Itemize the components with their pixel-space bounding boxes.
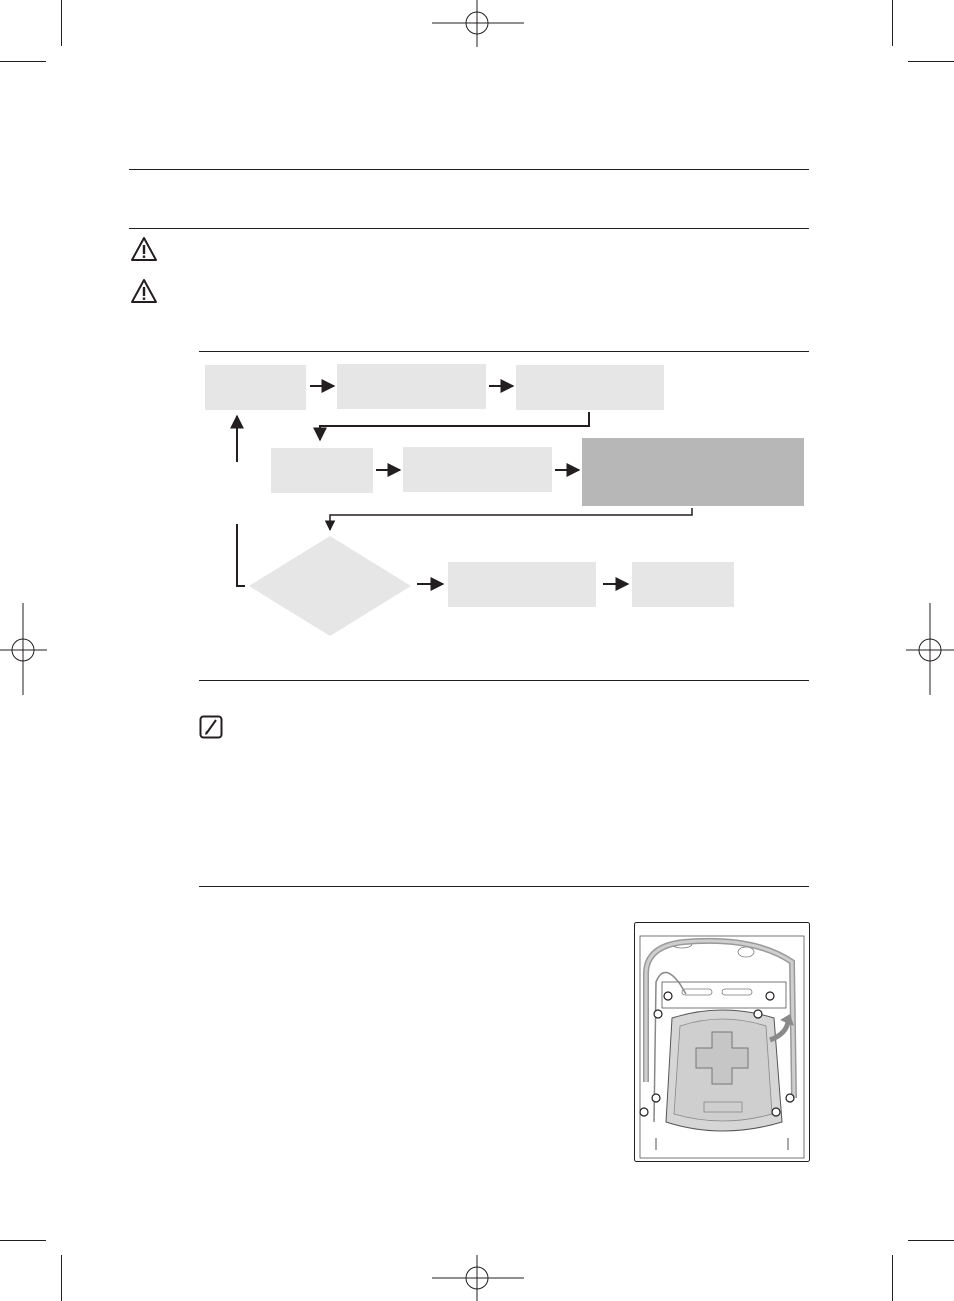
flowchart-rule-top [199, 351, 809, 352]
crop-mark-top-left-h [0, 61, 46, 62]
crop-mark-top-right-h [908, 61, 954, 62]
crop-mark-top-right-v [892, 0, 893, 46]
crop-mark-bottom-right-v [892, 1255, 893, 1301]
washing-machine-rear-illustration [634, 922, 810, 1162]
flow-decision-diamond [249, 536, 411, 636]
registration-mark-bottom [432, 1255, 524, 1301]
crop-mark-bottom-left-v [61, 1255, 62, 1301]
registration-mark-top [432, 0, 524, 48]
caution-triangle-icon [130, 278, 158, 304]
flowchart-rule-bottom [199, 680, 809, 681]
crop-mark-top-left-v [61, 0, 62, 46]
registration-mark-left [0, 603, 48, 695]
flowchart-connectors [199, 355, 809, 645]
header-rule-top [129, 169, 809, 170]
header-rule-bottom [129, 228, 809, 229]
registration-mark-right [906, 603, 954, 695]
note-pencil-icon [199, 715, 223, 739]
note-rule-bottom [199, 886, 809, 887]
caution-triangle-icon [130, 236, 158, 262]
crop-mark-bottom-left-h [0, 1240, 46, 1241]
crop-mark-bottom-right-h [908, 1240, 954, 1241]
